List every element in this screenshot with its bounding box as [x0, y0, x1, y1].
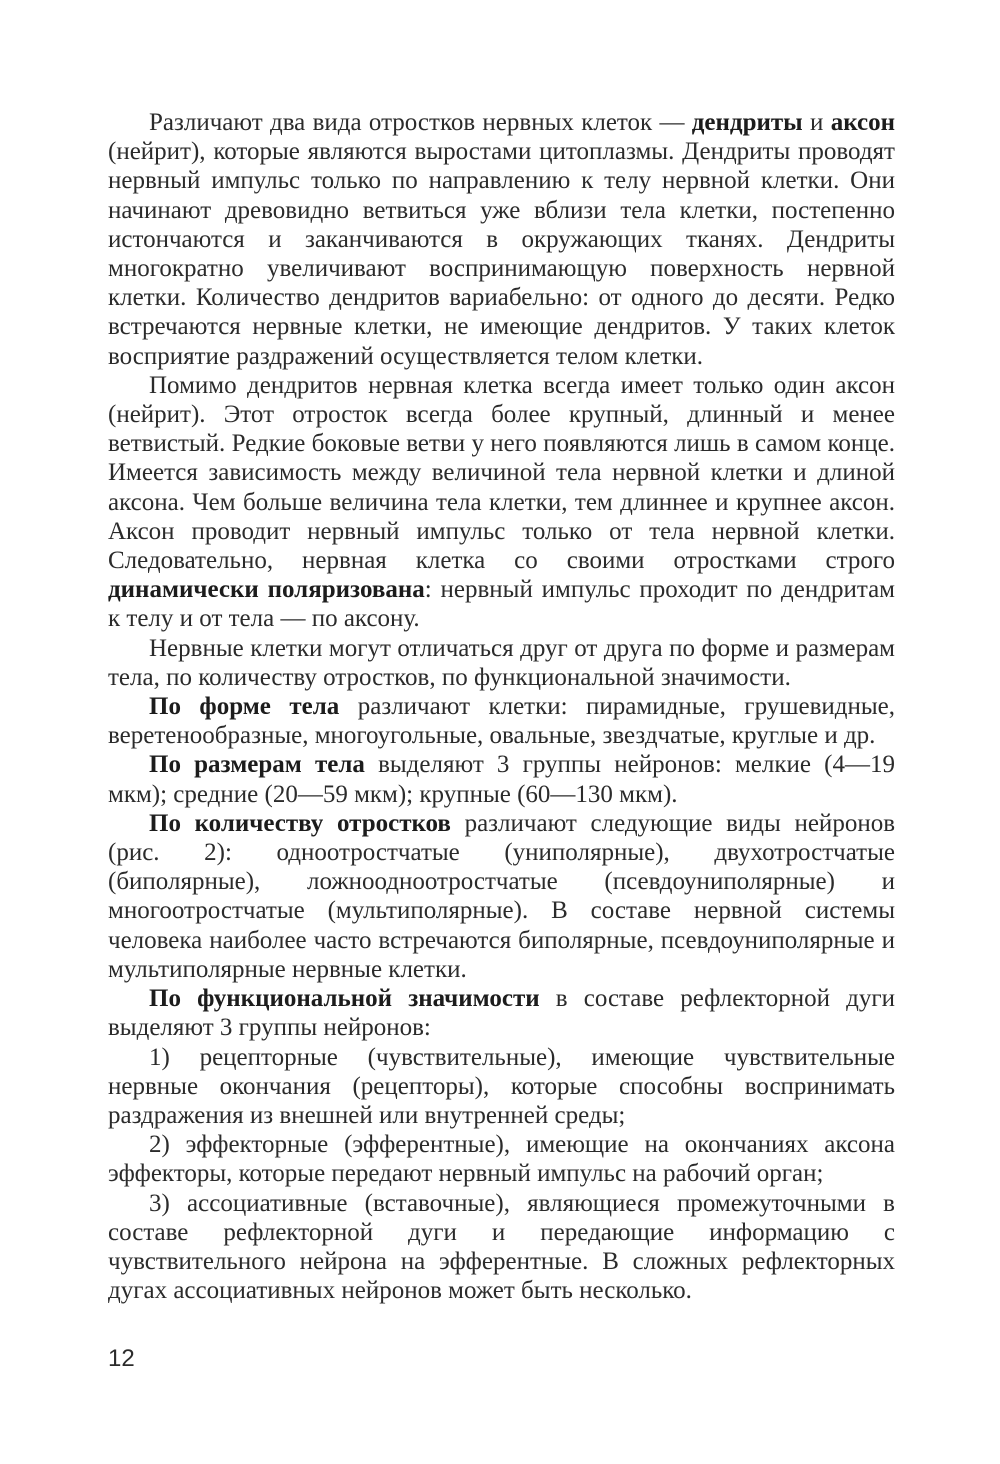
- term-dendrity: дендриты: [691, 109, 803, 136]
- page-number: 12: [108, 1345, 135, 1372]
- text-run: 3) ассоциативные (вставочные), являющиеся промежуточными в составе рефлекторной дуги и передающие информацию с чувствительного нейрона на эфферентные. В сложных рефлекторных дугах ассоциативных нейронов может быть несколько.: [108, 1189, 895, 1305]
- text-run: выделяют 3 группы нейронов: мелкие (4—19 мкм); средние (20—59 мкм); крупные (60—130 мкм).: [108, 751, 895, 808]
- heading-by-processes: По количеству отростков: [149, 809, 451, 837]
- paragraph: [108, 634, 895, 692]
- term-dynamic-polarization: динамически поляризована: [108, 576, 425, 604]
- heading-by-shape: По форме тела: [149, 693, 340, 721]
- paragraph: [108, 108, 895, 371]
- list-item: [108, 1043, 895, 1131]
- heading-by-size: По размерам тела: [149, 751, 365, 779]
- text-run: 1) рецепторные (чувствительные), имеющие чувствительные нервные окончания (рецепторы), которые способны воспринимать раздражения из внешней или внутренней среды;: [108, 1043, 895, 1129]
- paragraph: [108, 984, 895, 1042]
- paragraph: [108, 371, 895, 634]
- list-item: [108, 1130, 895, 1188]
- text-run: 2) эффекторные (эфферентные), имеющие на окончаниях аксона эффекторы, которые передают нервный импульс на рабочий орган;: [108, 1131, 895, 1188]
- term-akson: аксон: [830, 109, 895, 136]
- text-run: Различают два вида отростков нервных клеток —: [149, 109, 692, 136]
- text-run: Нервные клетки могут отличаться друг от друга по форме и размерам тела, по количеству отростков, по функциональной значимости.: [108, 634, 895, 691]
- text-run: Помимо дендритов нервная клетка всегда имеет только один аксон (нейрит). Этот отросток всегда более крупный, длинный и менее ветвистый. Редкие боковые ветви у него появляются лишь в самом конце. Имеется зависимость между величиной тела нервной клетки и длиной аксона. Чем больше величина тела клетки, тем длиннее и крупнее аксон. Аксон проводит нервный импульс только от тела нервной клетки. Следовательно, нервная клетка со своими отростками строго: [108, 371, 895, 575]
- text-run: (нейрит), которые являются выростами цитоплазмы. Дендриты проводят нервный импульс только по направлению к телу нервной клетки. Они начинают древовидно ветвиться уже вблизи тела клетки, постепенно истончаются и заканчиваются в окружающих тканях. Дендриты многократно увеличивают воспринимающую поверхность нервной клетки. Количество дендритов вариабельно: от одного до десяти. Редко встречаются нервные клетки, не имеющие дендритов. У таких клеток восприятие раздражений осуществляется телом клетки.: [108, 138, 895, 370]
- page-body: [108, 108, 895, 1305]
- paragraph: [108, 692, 895, 750]
- text-run: в составе рефлекторной дуги выделяют 3 группы нейронов:: [108, 985, 895, 1042]
- paragraph: [108, 809, 895, 984]
- text-run: : нервный импульс проходит по дендритам к телу и от тела — по аксону.: [108, 576, 895, 633]
- list-item: [108, 1189, 895, 1306]
- paragraph: [108, 750, 895, 808]
- text-run: различают клетки: пирамидные, грушевидные, веретенообразные, многоугольные, овальные, звездчатые, круглые и др.: [108, 693, 896, 750]
- heading-by-function: По функциональной значимости: [149, 985, 540, 1013]
- text-run: различают следующие виды нейронов (рис. 2): одноотростчатые (униполярные), двухотростчатые (биполярные), ложноодноотростчатые (псевдоуниполярные) и многоотростчатые (мультиполярные). В составе нервной системы человека наиболее часто встречаются биполярные, псевдоуниполярные и мультиполярные нервные клетки.: [108, 809, 895, 983]
- text-run: и: [802, 109, 831, 136]
